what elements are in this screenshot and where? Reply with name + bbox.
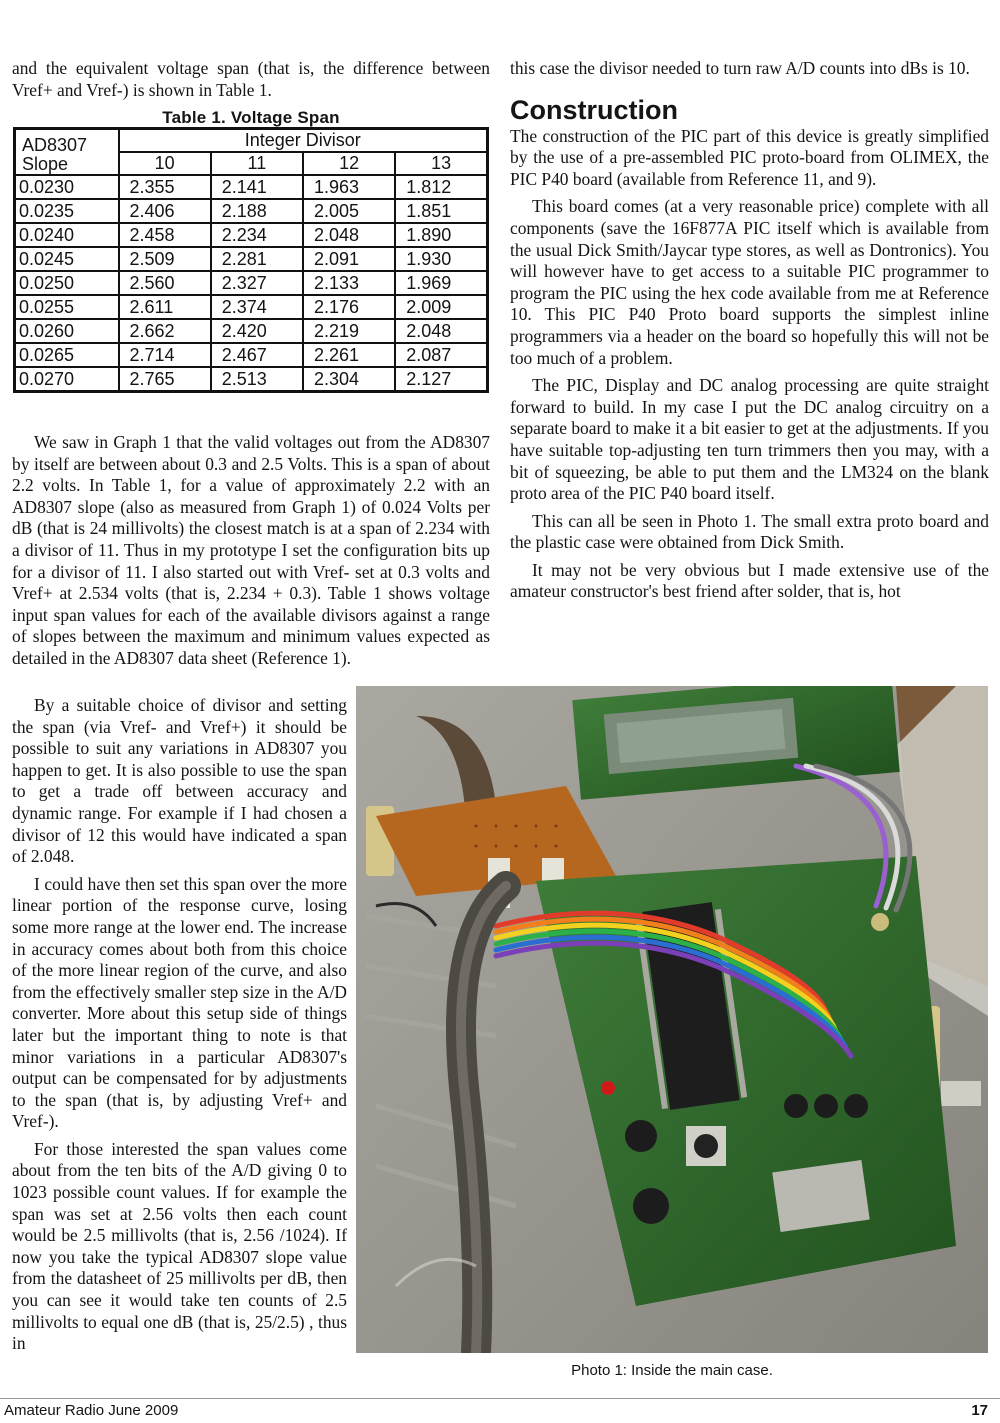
slope-cell: 0.0245 — [15, 247, 119, 271]
span-value-cell: 1.930 — [395, 247, 487, 271]
span-value-cell: 2.765 — [119, 367, 211, 392]
slope-cell: 0.0235 — [15, 199, 119, 223]
slope-cell: 0.0250 — [15, 271, 119, 295]
narrow-column — [12, 695, 347, 1355]
table-row — [15, 343, 488, 367]
span-value-cell: 2.662 — [119, 319, 211, 343]
span-value-cell: 2.560 — [119, 271, 211, 295]
slope-cell: 0.0255 — [15, 295, 119, 319]
span-value-cell: 2.087 — [395, 343, 487, 367]
span-value-cell: 2.714 — [119, 343, 211, 367]
divisor-header: 11 — [211, 152, 303, 175]
span-value-cell: 2.234 — [211, 223, 303, 247]
right-intro-paragraph: this case the divisor needed to turn raw A/D counts into dBs is 10. — [510, 58, 970, 78]
left-column-body — [12, 432, 490, 670]
right-paragraph: This board comes (at a very reasonable price) complete with all components (save the 16F877A PIC itself which is available from the usual Dick Smith/Jaycar type stores, as well as Dontronics). You will however have to get access to a suitable PIC programmer to program the PIC using the hex code available from me at Reference 10. This PIC P40 Proto board supports the simplest inline programmers via a header on the board so hopefully this will not be too much of a problem. — [510, 196, 989, 368]
span-value-cell: 2.005 — [303, 199, 395, 223]
right-paragraph: It may not be very obvious but I made extensive use of the amateur constructor's best friend after solder, that is, hot — [510, 559, 989, 602]
span-value-cell: 2.374 — [211, 295, 303, 319]
span-value-cell: 1.963 — [303, 175, 395, 199]
divisor-header: 13 — [395, 152, 487, 175]
span-value-cell: 2.188 — [211, 199, 303, 223]
voltage-span-table — [13, 127, 489, 393]
right-paragraph: The construction of the PIC part of this device is greatly simplified by the use of a pre-assembled PIC proto-board from OLIMEX, the PIC P40 board (available from Reference 11, and 9). — [510, 125, 989, 189]
slope-cell: 0.0230 — [15, 175, 119, 199]
span-value-cell: 2.327 — [211, 271, 303, 295]
footer-page-number: 17 — [971, 1402, 988, 1419]
divisor-header: 12 — [303, 152, 395, 175]
span-value-cell: 2.048 — [303, 223, 395, 247]
left-paragraph: We saw in Graph 1 that the valid voltages out from the AD8307 by itself are between about 0.3 and 2.5 Volts. This is a span of about 2.2 volts. In Table 1, for a value of approximately 2.2 with an AD8307 slope (also as measured from Graph 1) of 0.024 Volts per dB (that is 24 millivolts) the closest match is at a span of 2.234 with a divisor of 11. Thus in my prototype I set the configuration bits up for a divisor of 11. I also started out with Vref- set at 0.3 volts and Vref+ at 2.534 volts (that is, 2.234 + 0.3). Table 1 shows voltage input span values for each of the available divisors against a range of slopes between the maximum and minimum values expected as detailed in the AD8307 data sheet (Reference 1). — [12, 432, 490, 668]
table-row — [15, 199, 488, 223]
span-value-cell: 2.261 — [303, 343, 395, 367]
span-value-cell: 2.458 — [119, 223, 211, 247]
table-title: Table 1. Voltage Span — [162, 108, 340, 127]
span-value-cell: 2.355 — [119, 175, 211, 199]
slope-cell: 0.0265 — [15, 343, 119, 367]
left-intro-paragraph: and the equivalent voltage span (that is, the difference between Vref+ and Vref-) is shown in Table 1. — [12, 58, 490, 100]
circuit-board-photo — [356, 686, 988, 1353]
span-value-cell: 2.611 — [119, 295, 211, 319]
span-value-cell: 2.048 — [395, 319, 487, 343]
right-column — [510, 58, 989, 603]
narrow-paragraph: By a suitable choice of divisor and setting the span (via Vref- and Vref+) it should be possible to suit any variations in AD8307 you happen to get. It is also possible to use the span to get a trade off between accuracy and dynamic range. For example if I had chosen a divisor of 12 this would have indicated a span of 2.048. — [12, 695, 347, 867]
table-body — [15, 175, 488, 392]
table-row — [15, 295, 488, 319]
slope-cell: 0.0270 — [15, 367, 119, 392]
table-row — [15, 271, 488, 295]
span-value-cell: 2.141 — [211, 175, 303, 199]
right-paragraph: This can all be seen in Photo 1. The small extra proto board and the plastic case were obtained from Dick Smith. — [510, 510, 989, 553]
span-value-cell: 2.304 — [303, 367, 395, 392]
table-row — [15, 319, 488, 343]
table-group-header: Integer Divisor — [119, 129, 488, 153]
span-value-cell: 1.851 — [395, 199, 487, 223]
span-value-cell: 2.009 — [395, 295, 487, 319]
section-heading: Construction — [510, 94, 678, 125]
span-value-cell: 2.281 — [211, 247, 303, 271]
slope-cell: 0.0240 — [15, 223, 119, 247]
table-row — [15, 247, 488, 271]
span-value-cell: 2.176 — [303, 295, 395, 319]
span-value-cell: 1.812 — [395, 175, 487, 199]
span-value-cell: 2.133 — [303, 271, 395, 295]
narrow-paragraph: I could have then set this span over the more linear portion of the response curve, losing some more range at the lower end. The increase in accuracy comes about both from this choice of the more linear region of the curve, and also from the effectively smaller step size in the A/D converter. More about this setup side of things later but the important thing to note is that minor variations in a particular AD8307's output can be compensated for by adjustments to the span (that is, by adjusting Vref+ and Vref-). — [12, 873, 347, 1132]
span-value-cell: 2.420 — [211, 319, 303, 343]
table-row-header: AD8307 Slope — [15, 129, 119, 176]
span-value-cell: 1.890 — [395, 223, 487, 247]
span-value-cell: 2.091 — [303, 247, 395, 271]
table-row — [15, 223, 488, 247]
slope-cell: 0.0260 — [15, 319, 119, 343]
left-column — [12, 58, 490, 101]
span-value-cell: 2.467 — [211, 343, 303, 367]
footer-divider — [0, 1398, 1000, 1399]
table-row — [15, 367, 488, 392]
narrow-paragraph: For those interested the span values come about from the ten bits of the A/D giving 0 to 1023 possible count values. If for example the span was set at 2.56 volts then each count would be 2.5 millivolts (that is, 2.56 /1024). If now you take the typical AD8307 slope value from the datasheet of 25 millivolts per dB, then you can see it would take ten counts of 2.5 millivolts to equal one dB (that is, 25/2.5) , thus in — [12, 1138, 347, 1354]
right-paragraph: The PIC, Display and DC analog processing are quite straight forward to build. In my case I put the DC analog circuitry on a separate board to make it a bit easier to get at the adjustments. If you have suitable top-adjusting ten turn trimmers then you may, with a bit of squeezing, be able to put them and the LM324 on the blank proto area of the PIC P40 board itself. — [510, 375, 989, 504]
span-value-cell: 2.406 — [119, 199, 211, 223]
footer-publication: Amateur Radio June 2009 — [4, 1402, 179, 1419]
divisor-header: 10 — [119, 152, 211, 175]
span-value-cell: 1.969 — [395, 271, 487, 295]
span-value-cell: 2.509 — [119, 247, 211, 271]
photo-caption: Photo 1: Inside the main case. — [571, 1362, 773, 1379]
table-row — [15, 175, 488, 199]
span-value-cell: 2.127 — [395, 367, 487, 392]
span-value-cell: 2.219 — [303, 319, 395, 343]
span-value-cell: 2.513 — [211, 367, 303, 392]
